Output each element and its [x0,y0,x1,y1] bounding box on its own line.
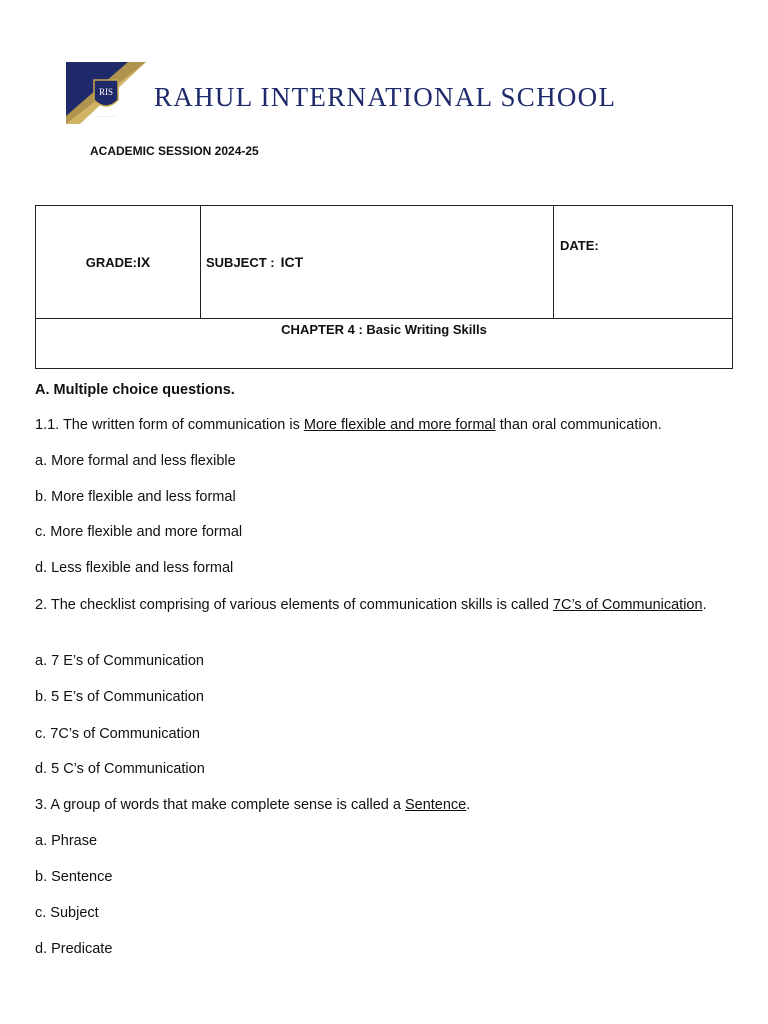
option-2a: a. 7 E’s of Communication [35,653,204,669]
section-title: A. Multiple choice questions. [35,382,235,398]
grade-label: GRADE: [85,255,138,270]
option-2c: c. 7C’s of Communication [35,726,200,742]
grade-value: IX [137,254,151,270]
school-name: RAHUL INTERNATIONAL SCHOOL [154,82,617,112]
info-table [35,205,733,369]
answer-1: More flexible and more formal [303,417,496,433]
option-1a: a. More formal and less flexible [35,453,236,469]
question-2: 2. The checklist comprising of various elements of communication skills is called 7C’s of Communication. [35,597,707,613]
subject-label: SUBJECT : [206,255,275,270]
subject-value: ICT [280,254,304,270]
question-3: 3. A group of words that make complete sense is called a Sentence. [35,797,471,813]
option-2b: b. 5 E’s of Communication [35,689,204,705]
option-3a: a. Phrase [35,833,98,849]
school-header [66,62,706,124]
option-3c: c. Subject [35,905,99,921]
date-cell [554,206,733,319]
question-1: 1.1. The written form of communication is More flexible and more formal than oral communication. [35,417,662,433]
school-logo [66,62,146,124]
academic-session: ACADEMIC SESSION 2024-25 [90,144,259,158]
svg-text:· · · · · · · · ·: · · · · · · · · · [96,114,116,119]
option-3b: b. Sentence [35,869,113,885]
date-label: DATE: [560,238,599,253]
option-1d: d. Less flexible and less formal [35,560,234,576]
option-1c: c. More flexible and more formal [35,524,243,540]
answer-2: 7C’s of Communication [552,597,703,613]
option-2d: d. 5 C’s of Communication [35,761,205,777]
logo-text: RIS [98,87,114,97]
chapter-title: CHAPTER 4 : Basic Writing Skills [36,319,733,369]
grade-cell [36,206,201,319]
answer-3: Sentence [404,797,467,813]
subject-cell [201,206,554,319]
option-3d: d. Predicate [35,941,113,957]
option-1b: b. More flexible and less formal [35,489,236,505]
